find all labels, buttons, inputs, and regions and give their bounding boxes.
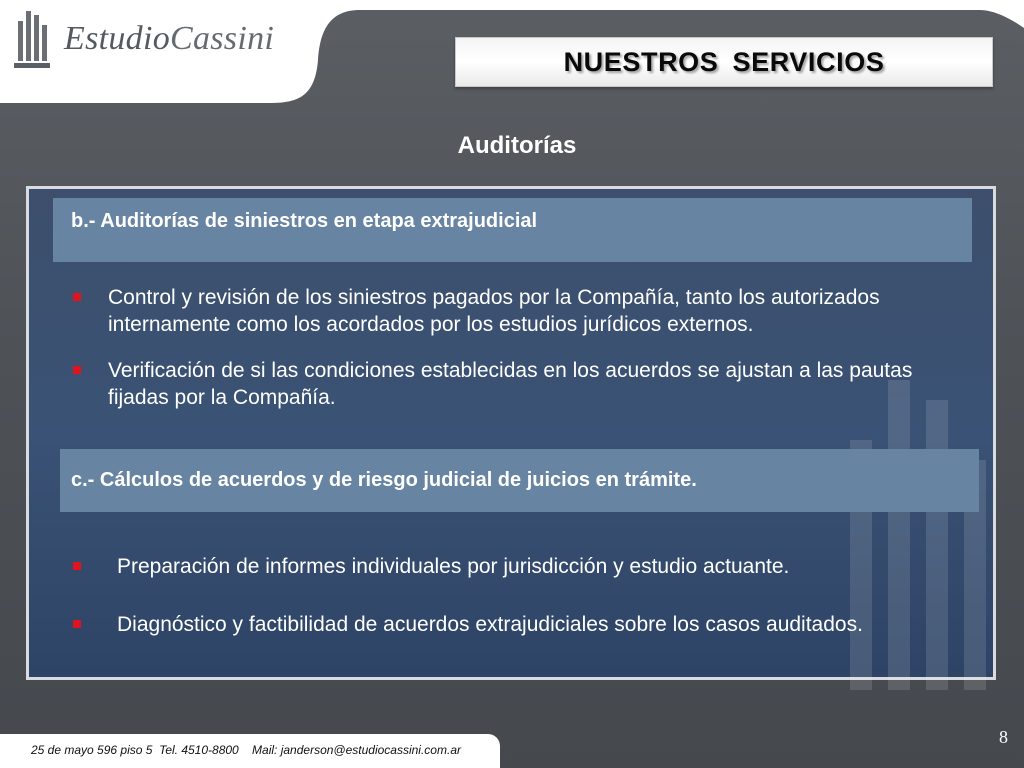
square-bullet-icon	[73, 366, 81, 374]
slide-subtitle: Auditorías	[457, 132, 577, 159]
title-bar	[455, 37, 993, 87]
bullet-item	[73, 553, 973, 580]
columns-logo-icon	[10, 7, 54, 71]
square-bullet-icon	[73, 562, 81, 570]
company-logo	[10, 4, 310, 74]
bullet-text: Diagnóstico y factibilidad de acuerdos extrajudiciales sobre los casos auditados.	[117, 613, 863, 636]
bullet-text: Verificación de si las condiciones establecidas en los acuerdos se ajustan a las pautas fijadas por la Compañía.	[108, 359, 913, 409]
page-number: 8	[999, 727, 1008, 747]
logo-text-part1: Estudio	[64, 20, 170, 57]
slide-title: NUESTROS SERVICIOS	[563, 46, 885, 77]
bullet-item	[73, 357, 973, 411]
logo-text-part2: Cassini	[170, 20, 275, 57]
section-heading-c: c.- Cálculos de acuerdos y de riesgo judicial de juicios en trámite.	[60, 449, 979, 512]
bullet-item	[73, 284, 1003, 338]
bullet-item	[73, 611, 993, 638]
logo-text	[64, 20, 274, 58]
square-bullet-icon	[73, 293, 81, 301]
bullet-text: Control y revisión de los siniestros pagados por la Compañía, tanto los autorizados internamente como los acordados por los estudios jurídicos externos.	[108, 286, 880, 336]
bullet-text: Preparación de informes individuales por jurisdicción y estudio actuante.	[117, 555, 790, 578]
footer-contact: 25 de mayo 596 piso 5 Tel. 4510-8800 Mail: janderson@estudiocassini.com.ar	[31, 743, 461, 757]
section-heading-b: b.- Auditorías de siniestros en etapa extrajudicial	[53, 198, 972, 262]
square-bullet-icon	[73, 620, 81, 628]
